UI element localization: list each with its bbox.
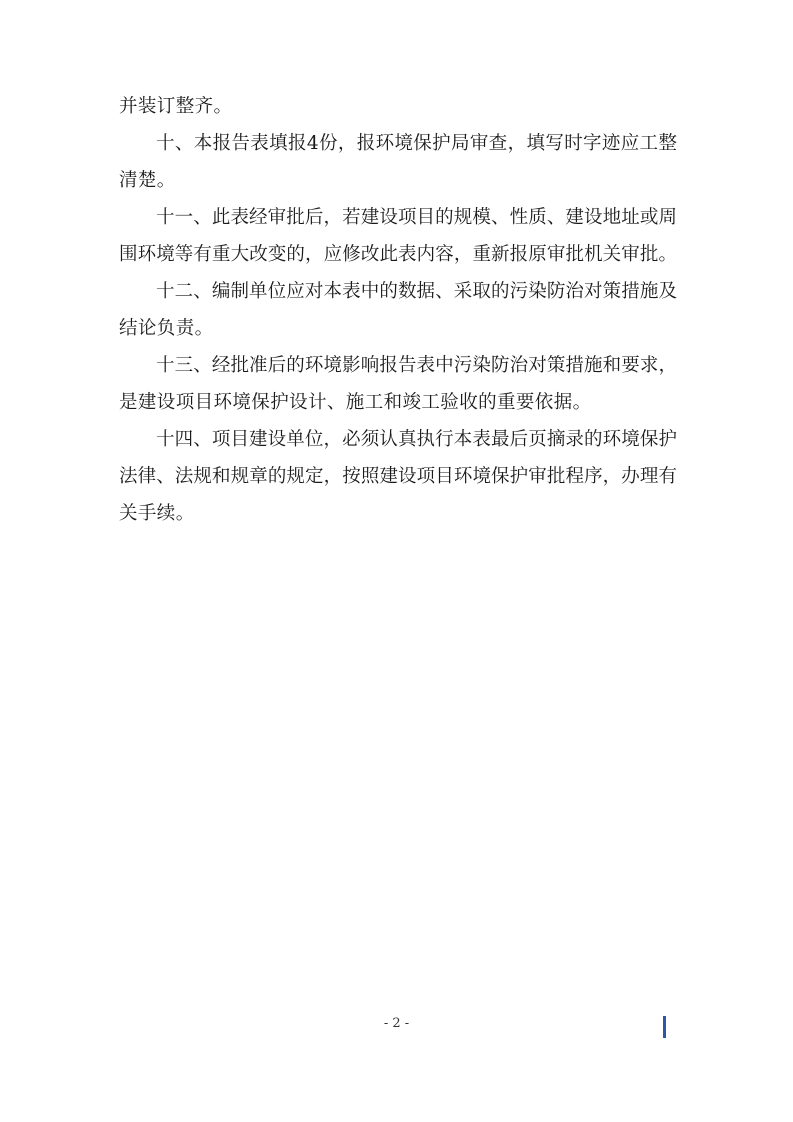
paragraph-line: 并装订整齐。	[119, 96, 233, 117]
paragraph-line: 十二、编制单位应对本表中的数据、采取的污染防治对策措施及	[156, 281, 677, 302]
paragraph-line: 十、本报告表填报4份，报环境保护局审查，填写时字迹应工整	[156, 133, 677, 154]
paragraph-line: 十一、此表经审批后，若建设项目的规模、性质、建设地址或周	[156, 207, 677, 228]
paragraph-line: 法律、法规和规章的规定，按照建设项目环境保护审批程序，办理有	[119, 466, 677, 487]
paragraph-line: 十四、项目建设单位，必须认真执行本表最后页摘录的环境保护	[156, 429, 677, 450]
document-body	[119, 88, 677, 532]
page-number: - 2 -	[383, 1016, 410, 1031]
paragraph-line: 是建设项目环境保护设计、施工和竣工验收的重要依据。	[119, 392, 592, 413]
paragraph-line: 关手续。	[119, 503, 195, 524]
paragraph-line: 结论负责。	[119, 318, 214, 339]
footer-accent-bar	[663, 1016, 666, 1038]
paragraph-line: 十三、经批准后的环境影响报告表中污染防治对策措施和要求，	[156, 355, 677, 376]
paragraph-line: 围环境等有重大改变的，应修改此表内容，重新报原审批机关审批。	[119, 244, 677, 265]
paragraph-line: 清楚。	[119, 170, 176, 191]
